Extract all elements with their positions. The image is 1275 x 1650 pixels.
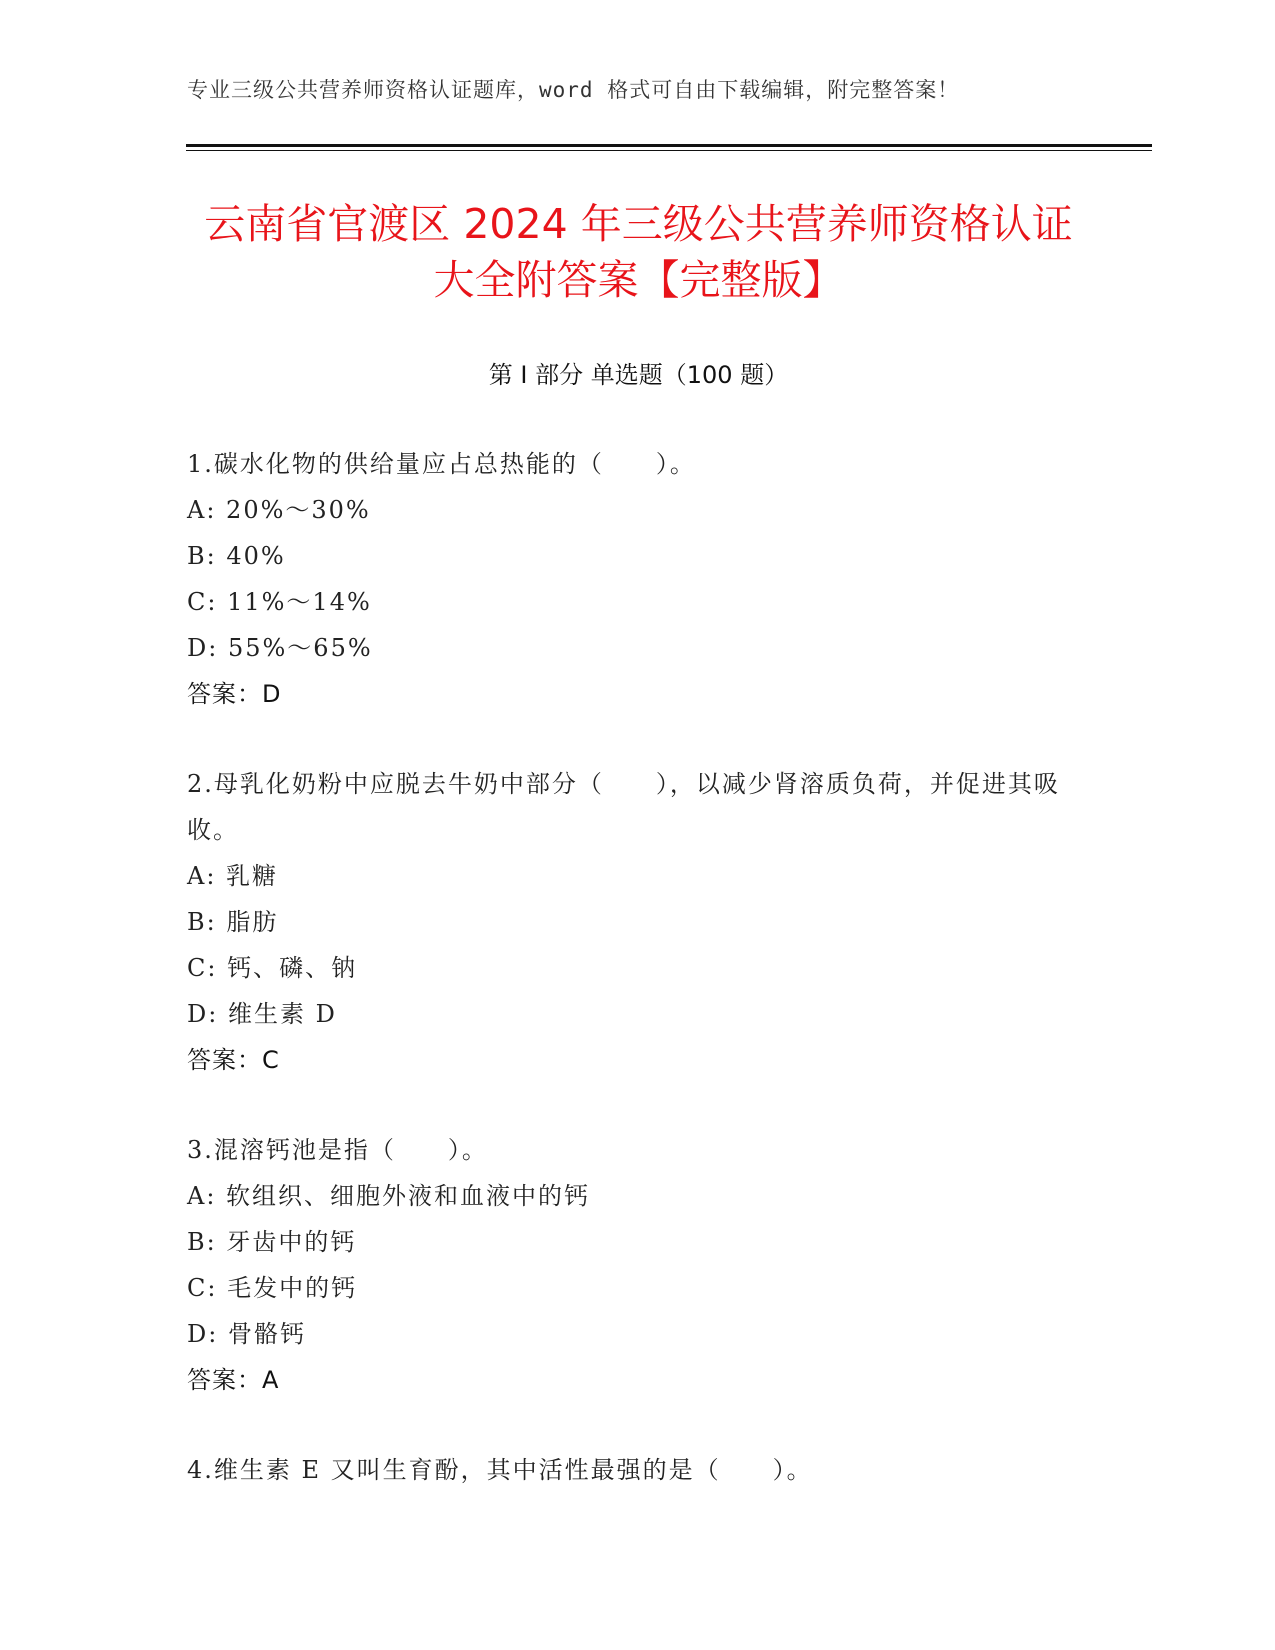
- document-title: 云南省官渡区 2024 年三级公共营养师资格认证大全附答案【完整版】: [204, 200, 1073, 304]
- question-list: [187, 441, 1067, 1537]
- option-d: D: 55%～65%: [187, 634, 373, 662]
- header-divider-thin: [186, 150, 1152, 151]
- option-c: C: 钙、磷、钠: [187, 954, 358, 982]
- option-a: A: 乳糖: [187, 862, 279, 890]
- option-c: C: 毛发中的钙: [187, 1274, 358, 1302]
- option-b: B: 牙齿中的钙: [187, 1228, 357, 1256]
- question-stem: 3.混溶钙池是指（ ）。: [187, 1136, 488, 1164]
- option-c: C: 11%～14%: [187, 588, 372, 616]
- option-a: A: 软组织、细胞外液和血液中的钙: [187, 1182, 591, 1210]
- option-b: B: 40%: [187, 542, 286, 570]
- answer-key: 答案：D: [187, 680, 282, 708]
- question-4: [187, 1447, 1067, 1493]
- question-stem: 2.母乳化奶粉中应脱去牛奶中部分（ ），以减少肾溶质负荷，并促进其吸收。: [187, 770, 1060, 844]
- header-divider-thick: [186, 144, 1152, 147]
- question-1: [187, 441, 1067, 717]
- option-d: D: 维生素 D: [187, 1000, 337, 1028]
- option-d: D: 骨骼钙: [187, 1320, 306, 1348]
- option-a: A: 20%～30%: [187, 496, 371, 524]
- option-b: B: 脂肪: [187, 908, 279, 936]
- question-2: [187, 761, 1067, 1083]
- answer-key: 答案：C: [187, 1046, 280, 1074]
- question-stem: 1.碳水化物的供给量应占总热能的（ ）。: [187, 450, 696, 478]
- header-note: 专业三级公共营养师资格认证题库，word 格式可自由下载编辑，附完整答案！: [187, 78, 960, 102]
- question-stem: 4.维生素 E 又叫生育酚，其中活性最强的是（ ）。: [187, 1456, 813, 1484]
- question-3: [187, 1127, 1067, 1403]
- section-heading: 第 I 部分 单选题（100 题）: [488, 361, 789, 389]
- answer-key: 答案：A: [187, 1366, 280, 1394]
